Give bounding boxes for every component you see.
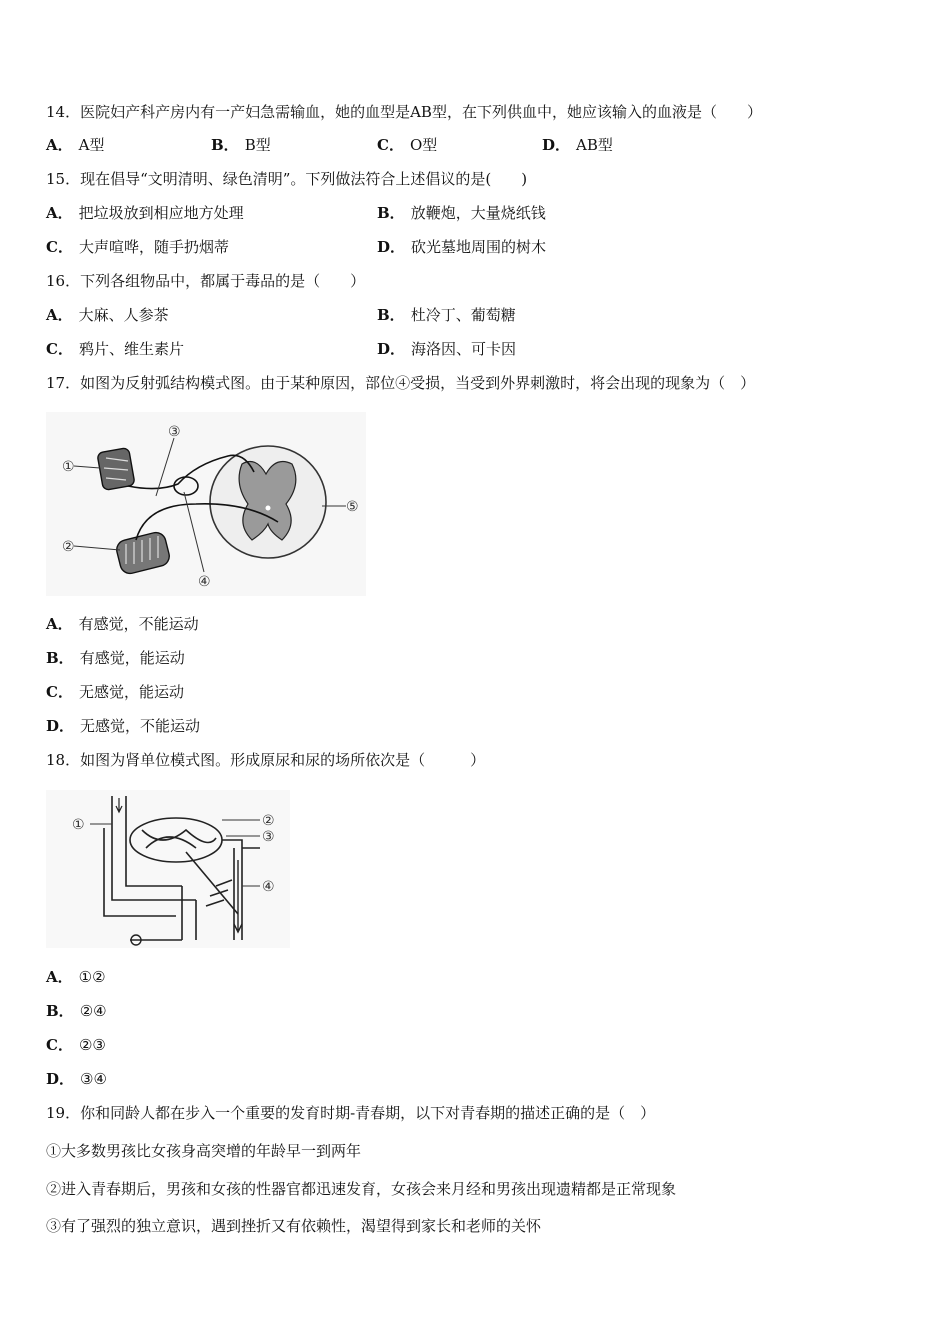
q14-option-a[interactable] [46,135,104,155]
option-letter: A． [46,968,73,986]
q19-statement-1: ①大多数男孩比女孩身高突增的年龄早一到两年 [46,1142,362,1160]
option-letter: A． [46,306,73,324]
option-letter: D． [377,340,406,358]
option-letter: D． [46,717,75,735]
option-text: B型 [244,136,271,154]
option-letter: D． [377,238,406,256]
q14-option-b[interactable] [211,135,271,155]
option-text: 海洛因、可卡因 [411,340,517,358]
option-text: ①② [78,968,106,986]
q18-option-a[interactable] [46,967,106,987]
q16-option-b[interactable] [377,305,516,325]
q17-option-a[interactable] [46,614,199,634]
q19-statement-3: ③有了强烈的独立意识，遇到挫折又有依赖性，渴望得到家长和老师的关怀 [46,1217,542,1235]
q14-stem: 14．医院妇产科产房内有一产妇急需输血，她的血型是AB型，在下列供血中，她应该输入的血液是（ ） [46,103,762,121]
option-letter: C． [46,683,73,701]
q19-stem: 19．你和同龄人都在步入一个重要的发育时期-青春期，以下对青春期的描述正确的是（ ） [46,1104,656,1122]
option-letter: B． [211,136,239,154]
option-text: ②④ [79,1002,107,1020]
option-text: 砍光墓地周围的树木 [411,238,547,256]
option-letter: C． [46,340,73,358]
option-letter: B． [377,306,405,324]
q18-stem: 18．如图为肾单位模式图。形成原尿和尿的场所依次是（ ） [46,751,486,769]
figure-label: ① [72,817,85,833]
figure-label: ① [62,459,75,475]
option-letter: D． [46,1070,75,1088]
q17-option-c[interactable] [46,682,184,702]
q18-option-d[interactable] [46,1069,107,1089]
q15-option-d[interactable] [377,237,546,257]
q15-option-b[interactable] [377,203,546,223]
q15-option-c[interactable] [46,237,229,257]
option-text: 鸦片、维生素片 [78,340,184,358]
option-letter: A． [46,204,73,222]
figure-label: ② [62,539,75,555]
q19-statement-2: ②进入青春期后，男孩和女孩的性器官都迅速发育，女孩会来月经和男孩出现遗精都是正常现象 [46,1180,677,1198]
option-text: ③④ [80,1070,107,1088]
option-letter: B． [377,204,405,222]
option-text: 大声喧哗，随手扔烟蒂 [78,238,229,256]
spinal-cord-shape [210,446,326,558]
option-text: O型 [409,136,438,154]
option-text: AB型 [576,136,613,154]
q17-stem: 17．如图为反射弧结构模式图。由于某种原因，部位④受损，当受到外界刺激时，将会出现的现象为（ ） [46,374,756,392]
q18-option-c[interactable] [46,1035,106,1055]
reflex-arc-figure [46,412,366,596]
option-text: ②③ [78,1036,106,1054]
q17-option-d[interactable] [46,716,200,736]
q16-option-a[interactable] [46,305,169,325]
option-text: 有感觉，不能运动 [78,615,199,633]
option-text: 大麻、人参茶 [78,306,169,324]
figure-label: ③ [168,424,181,440]
option-letter: B． [46,649,74,667]
figure-label: ⑤ [346,499,359,515]
option-text: 无感觉，不能运动 [80,717,201,735]
option-text: 放鞭炮，大量烧纸钱 [410,204,546,222]
q17-option-b[interactable] [46,648,185,668]
option-letter: A． [46,136,73,154]
option-letter: A． [46,615,73,633]
option-letter: D． [542,136,571,154]
receptor-shape [97,448,135,491]
figure-label: ④ [262,879,275,895]
q14-option-c[interactable] [377,135,437,155]
option-letter: B． [46,1002,74,1020]
option-text: 无感觉，能运动 [78,683,184,701]
figure-label: ③ [262,829,275,845]
q15-stem: 15．现在倡导“文明清明、绿色清明”。下列做法符合上述倡议的是( ) [46,170,528,188]
option-letter: C． [46,238,73,256]
figure-label: ④ [198,574,211,590]
option-text: 杜冷丁、葡萄糖 [410,306,516,324]
nephron-figure [46,790,290,948]
q16-option-d[interactable] [377,339,516,359]
q14-option-d[interactable] [542,135,613,155]
figure-label: ② [262,813,275,829]
q18-option-b[interactable] [46,1001,107,1021]
q16-stem: 16．下列各组物品中，都属于毒品的是（ ） [46,272,366,290]
option-text: 有感觉，能运动 [79,649,185,667]
q16-option-c[interactable] [46,339,184,359]
q15-option-a[interactable] [46,203,244,223]
option-letter: C． [46,1036,73,1054]
option-letter: C． [377,136,404,154]
option-text: 把垃圾放到相应地方处理 [78,204,244,222]
option-text: A型 [78,136,105,154]
